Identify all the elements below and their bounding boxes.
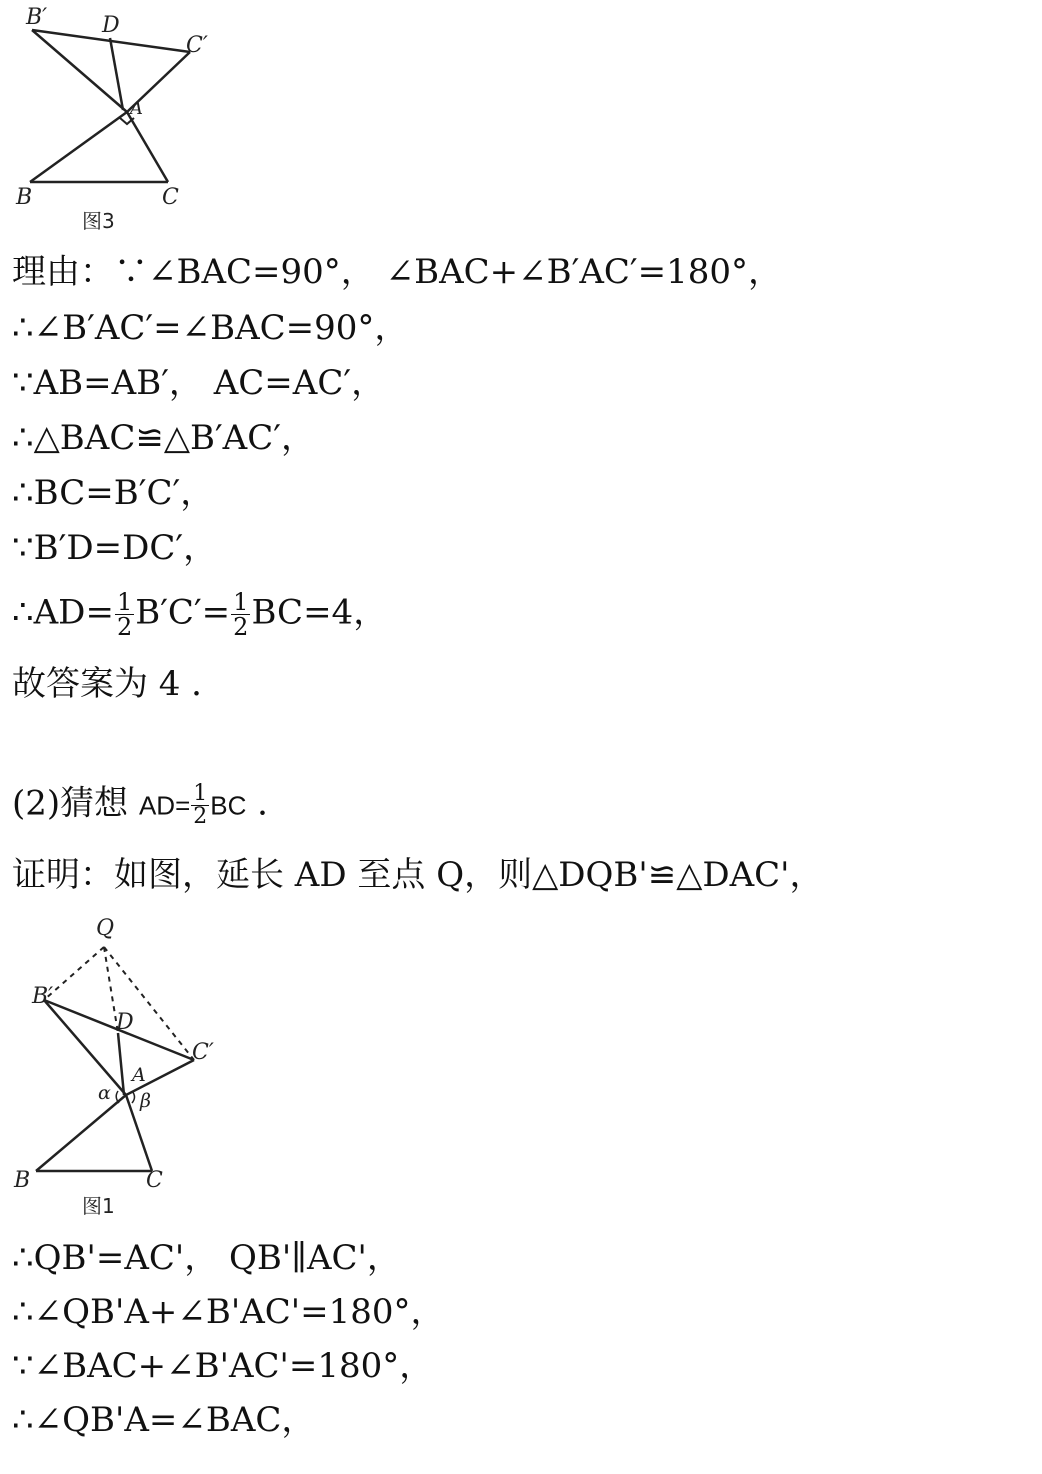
angle-arc-alpha — [116, 1091, 119, 1103]
guess-end: ． — [246, 783, 292, 824]
fraction-half: $\frac{1}{2}$ — [233, 588, 249, 641]
figure-1-caption: 图1 — [82, 1194, 115, 1218]
reason-line-7-part-a: ∴AD= — [12, 592, 114, 633]
conclusion-line-2: ∴∠QB'A+∠B'AC'=180°， — [12, 1292, 445, 1332]
segment-a-c — [127, 112, 168, 182]
label-c-prime: C′ — [192, 1040, 214, 1065]
label-b-prime: B′ — [32, 984, 54, 1009]
figure-3-caption: 图3 — [82, 209, 115, 233]
reason-line-2: ∴∠B′AC′=∠BAC=90°， — [12, 308, 409, 348]
label-b-prime: B′ — [26, 5, 48, 30]
figure-3 — [10, 0, 230, 240]
segment-a-b — [36, 1095, 126, 1171]
label-c: C — [146, 1168, 163, 1193]
conclusion-line-3: ∵∠BAC+∠B'AC'=180°， — [12, 1346, 434, 1386]
label-a: A — [132, 1064, 146, 1086]
reason-line-7-part-c: BC=4， — [251, 592, 388, 633]
guess-lhs: AD= — [138, 790, 191, 821]
proof-line: 证明：如图，延长 AD 至点 Q，则△DQB'≌△DAC'， — [12, 855, 824, 895]
label-d: D — [116, 1010, 134, 1035]
segment-a-b — [30, 112, 127, 182]
label-d: D — [102, 13, 120, 38]
reason-line-5: ∴BC=B′C′， — [12, 473, 215, 513]
label-b: B — [16, 185, 33, 210]
segment-b-prime-a — [44, 1000, 126, 1095]
label-q: Q — [96, 916, 115, 941]
reason-line-7-part-b: B′C′= — [135, 592, 231, 633]
guess-rhs: BC — [210, 790, 247, 821]
conclusion-line-4: ∴∠QB'A=∠BAC， — [12, 1400, 316, 1440]
reason-line-6: ∵B′D=DC′， — [12, 528, 218, 568]
reason-line-7 — [12, 590, 387, 639]
label-alpha: α — [98, 1082, 111, 1104]
label-c: C — [162, 185, 179, 210]
reason-line-4: ∴△BAC≌△B′AC′， — [12, 418, 315, 458]
reason-line-1: 理由：∵∠BAC=90°， ∠BAC+∠B′AC′=180°， — [12, 252, 782, 292]
guess-prefix: (2)猜想 — [12, 783, 139, 824]
conclusion-line-1: ∴QB'=AC'， QB'∥AC'， — [12, 1238, 401, 1278]
guess-line — [12, 783, 291, 828]
fraction-half: $\frac{1}{2}$ — [116, 588, 133, 641]
label-b: B — [14, 1168, 31, 1193]
figure-1 — [6, 905, 236, 1225]
answer-line: 故答案为 4 ． — [12, 664, 226, 704]
reason-line-3: ∵AB=AB′， AC=AC′， — [12, 363, 386, 403]
label-beta: β — [140, 1090, 151, 1112]
label-a: A — [130, 98, 143, 119]
label-c-prime: C′ — [186, 33, 208, 58]
guess-fraction: $\frac{1}{2}$ — [193, 781, 208, 829]
